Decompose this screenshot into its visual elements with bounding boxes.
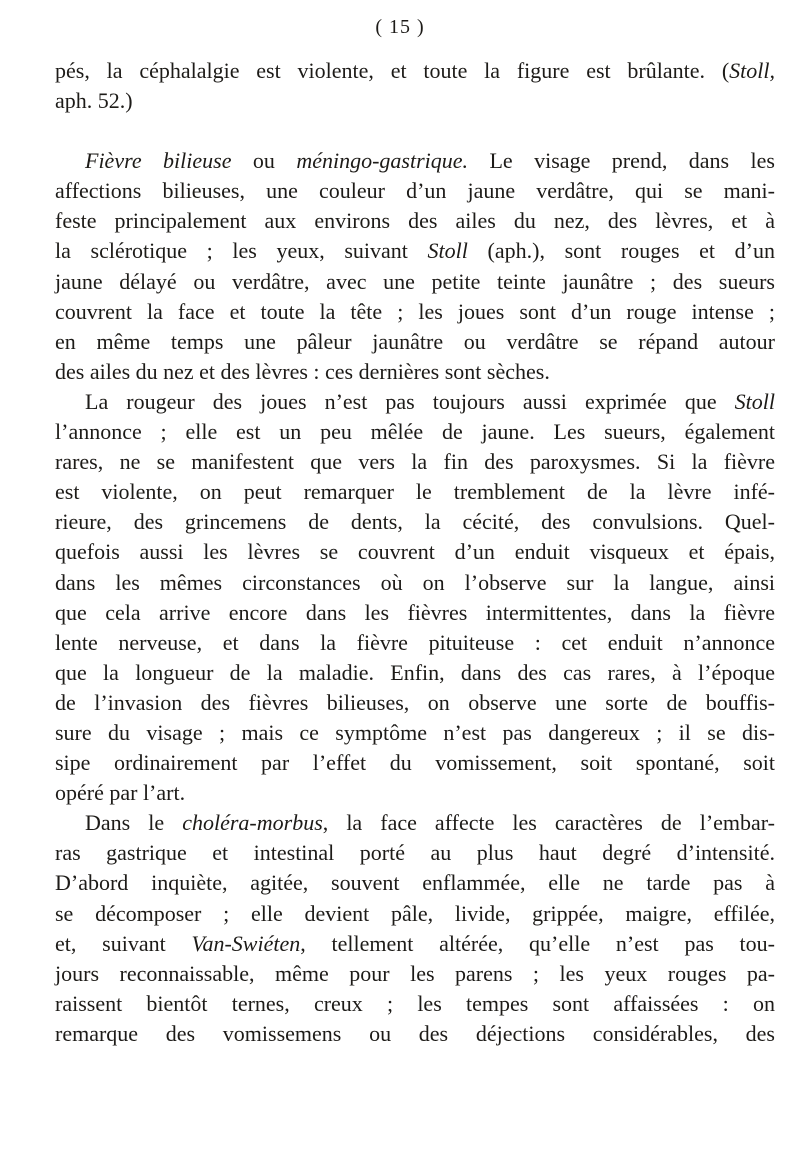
- text-segment: et, suivant: [55, 930, 192, 956]
- text-segment: lente nerveuse, et dans la fièvre pituiteuse : cet enduit n’annonce: [55, 629, 775, 655]
- text-line: [55, 989, 775, 1019]
- text-line: [55, 598, 775, 628]
- text-segment: sure du visage ; mais ce symptôme n’est pas dangereux ; il se dis-: [55, 719, 775, 745]
- text-line: [55, 146, 775, 176]
- text-line: [55, 899, 775, 929]
- text-line: [55, 417, 775, 447]
- text-line: [55, 658, 775, 688]
- text-segment: affections bilieuses, une couleur d’un jaune verdâtre, qui se mani-: [55, 178, 775, 204]
- text-segment: La rougeur des joues n’est pas toujours aussi exprimée que: [85, 388, 735, 414]
- text-line: [55, 176, 775, 206]
- text-segment: rares, ne se manifestent que vers la fin des paroxysmes. Si la fièvre: [55, 449, 775, 475]
- text-segment: opéré par l’art.: [55, 780, 186, 806]
- text-segment: jaune délayé ou verdâtre, avec une petite teinte jaunâtre ; des sueurs: [55, 268, 775, 294]
- text-segment: de l’invasion des fièvres bilieuses, on observe une sorte de bouffis-: [55, 689, 775, 715]
- text-line: [55, 568, 775, 598]
- text-line: [55, 86, 775, 116]
- text-segment: se décomposer ; elle devient pâle, livide, grippée, maigre, effilée,: [55, 900, 775, 926]
- text-segment: en même temps une pâleur jaunâtre ou verdâtre se répand autour: [55, 328, 775, 354]
- text-line: [55, 838, 775, 868]
- text-segment: quefois aussi les lèvres se couvrent d’un enduit visqueux et épais,: [55, 539, 775, 565]
- italic-text: Stoll: [427, 238, 468, 264]
- text-line: [55, 929, 775, 959]
- text-line: [55, 959, 775, 989]
- text-line: [55, 357, 775, 387]
- page-number: ( 15 ): [375, 16, 425, 38]
- text-line: [55, 56, 775, 86]
- text-segment: est violente, on peut remarquer le tremblement de la lèvre infé-: [55, 479, 775, 505]
- text-segment: l’annonce ; elle est un peu mêlée de jaune. Les sueurs, également: [55, 419, 775, 445]
- italic-text: Stoll: [734, 388, 775, 414]
- text-segment: aph. 52.): [55, 88, 133, 114]
- text-line: [55, 206, 775, 236]
- text-line: [55, 718, 775, 748]
- text-line: [55, 628, 775, 658]
- text-segment: D’abord inquiète, agitée, souvent enflammée, elle ne tarde pas à: [55, 870, 775, 896]
- text-segment: pés, la céphalalgie est violente, et toute la figure est brûlante. (: [55, 58, 730, 83]
- body-text: [55, 56, 775, 1049]
- text-segment: (aph.), sont rouges et d’un: [467, 238, 775, 264]
- text-segment: des ailes du nez et des lèvres : ces dernières sont sèches.: [55, 358, 550, 384]
- text-line: [55, 447, 775, 477]
- text-line: [55, 808, 775, 838]
- text-line: [55, 778, 775, 808]
- text-line: [55, 537, 775, 567]
- text-line: [55, 236, 775, 266]
- text-segment: que la longueur de la maladie. Enfin, dans des cas rares, à l’époque: [55, 659, 775, 685]
- italic-text: Stoll,: [729, 58, 775, 83]
- text-segment: Le visage prend, dans les: [468, 148, 775, 174]
- text-segment: rieure, des grincemens de dents, la cécité, des convulsions. Quel-: [55, 509, 775, 535]
- text-segment: , tellement altérée, qu’elle n’est pas tou-: [300, 930, 775, 956]
- text-line: [55, 387, 775, 417]
- text-segment: Dans le: [85, 810, 183, 836]
- italic-text: choléra-morbus: [182, 810, 323, 836]
- text-segment: sipe ordinairement par l’effet du vomissement, soit spontané, soit: [55, 750, 775, 776]
- text-segment: ras gastrique et intestinal porté au plus haut degré d’intensité.: [55, 840, 775, 866]
- text-line: [55, 327, 775, 357]
- text-line: [55, 688, 775, 718]
- text-line: [55, 507, 775, 537]
- italic-text: Fièvre bilieuse: [85, 148, 232, 174]
- text-segment: couvrent la face et toute la tête ; les joues sont d’un rouge intense ;: [55, 298, 775, 324]
- text-line: [55, 477, 775, 507]
- text-segment: dans les mêmes circonstances où on l’observe sur la langue, ainsi: [55, 569, 775, 595]
- italic-text: Van-Swiéten: [191, 930, 301, 956]
- text-line: [55, 868, 775, 898]
- text-line: [55, 748, 775, 778]
- text-segment: raissent bientôt ternes, creux ; les tempes sont affaissées : on: [55, 990, 775, 1016]
- paragraph-gap: [55, 116, 775, 146]
- text-segment: jours reconnaissable, même pour les parens ; les yeux rouges pa-: [55, 960, 775, 986]
- text-line: [55, 267, 775, 297]
- text-segment: que cela arrive encore dans les fièvres intermittentes, dans la fièvre: [55, 599, 775, 625]
- text-segment: feste principalement aux environs des ailes du nez, des lèvres, et à: [55, 208, 775, 234]
- text-segment: la sclérotique ; les yeux, suivant: [55, 238, 428, 264]
- text-segment: remarque des vomissemens ou des déjections considérables, des: [55, 1020, 775, 1046]
- text-line: [55, 1019, 775, 1049]
- italic-text: méningo-gastrique.: [296, 148, 469, 174]
- text-segment: ou: [231, 148, 297, 174]
- text-line: [55, 297, 775, 327]
- text-segment: , la face affecte les caractères de l’embar-: [322, 810, 775, 836]
